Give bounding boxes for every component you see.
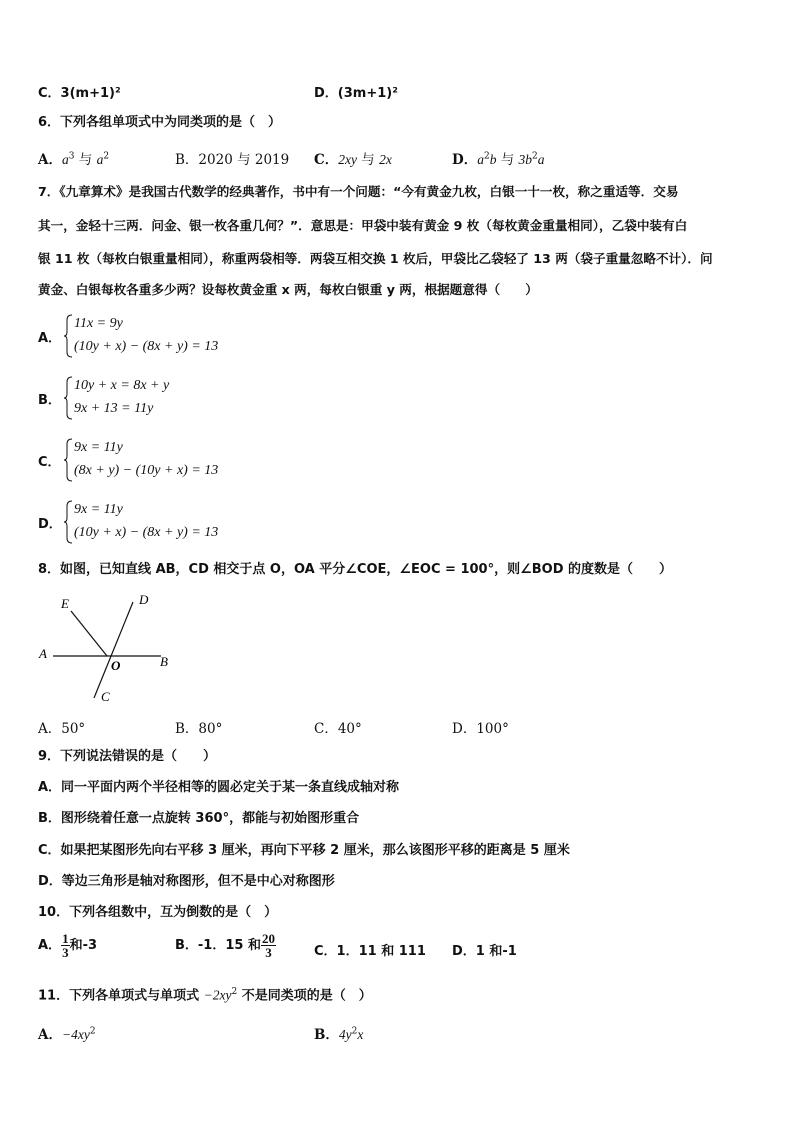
q9-option-c: C．如果把某图形先向右平移 3 厘米，再向下平移 2 厘米，那么该图形平移的距离是 5 厘米 — [38, 843, 570, 858]
line-cd — [94, 602, 133, 698]
label-d: D — [139, 592, 149, 607]
q10-stem: 10．下列各组数中，互为倒数的是（ ） — [38, 905, 278, 920]
brace-icon — [64, 314, 74, 358]
q9-option-a: A．同一平面内两个半径相等的圆必定关于某一条直线成轴对称 — [38, 780, 400, 795]
q11-option-b: B．$4y^2x$ — [314, 1026, 364, 1043]
q6-option-b: B．2020 与 2019 — [175, 152, 290, 168]
brace-icon — [64, 500, 74, 544]
q9-stem: 9．下列说法错误的是（ ） — [38, 749, 217, 764]
q10-option-b: B．-1．15 和 $\frac{20}{3}$ — [175, 931, 275, 960]
q6-option-d: D．$a^2b$ 与 $3b^2a$ — [452, 151, 545, 168]
q6-stem: 6．下列各组单项式中为同类项的是（ ） — [38, 115, 282, 130]
q9-option-b: B．图形绕着任意一点旋转 360°，都能与初始图形重合 — [38, 811, 360, 826]
q8-geometry-figure — [36, 588, 186, 708]
q8-option-c: C．40° — [314, 721, 362, 737]
q10-option-a: A． $\frac{1}{3}$ 和-3 — [38, 931, 98, 960]
q10-option-c: C．1．11 和 111 — [314, 944, 426, 959]
q8-option-d: D．100° — [452, 721, 509, 737]
brace-icon — [64, 438, 74, 482]
q6-option-a: A．$a^3$ 与 $a^2$ — [38, 151, 110, 168]
q8-option-a: A．50° — [38, 721, 86, 737]
label-c: C — [101, 689, 110, 704]
brace-icon — [64, 376, 74, 420]
q7-stem-line-2: 其一，金轻十三两．问金、银一枚各重几何？”．意思是：甲袋中装有黄金 9 枚（每枚黄金重量相同），乙袋中装有白 — [38, 218, 688, 233]
q9-option-d: D．等边三角形是轴对称图形，但不是中心对称图形 — [38, 874, 335, 889]
q7-stem-line-1: 7．《九章算术》是我国古代数学的经典著作，书中有一个问题：“今有黄金九枚，白银一十一枚，称之重适等．交易 — [38, 184, 679, 199]
label-e: E — [61, 596, 69, 611]
label-o: O — [111, 658, 121, 673]
q5-option-d: D．(3m+1)² — [314, 86, 398, 101]
q11-option-a: A．$-4xy^2$ — [38, 1026, 96, 1043]
label-b: B — [160, 654, 168, 669]
label-a: A — [39, 646, 47, 661]
q8-stem: 8．如图，已知直线 AB，CD 相交于点 O，OA 平分∠COE，∠EOC = 100°，则∠BOD 的度数是（ ） — [38, 562, 673, 577]
q11-stem: 11．下列各单项式与单项式 $-2xy^2$ 不是同类项的是（ ） — [38, 987, 372, 1004]
q5-option-c: C．3(m+1)² — [38, 86, 121, 101]
ray-oe — [71, 611, 107, 656]
q7-stem-line-4: 黄金、白银每枚各重多少两？设每枚黄金重 x 两，每枚白银重 y 两，根据题意得（ ） — [38, 282, 538, 297]
q10-option-d: D．1 和-1 — [452, 944, 517, 959]
q8-option-b: B．80° — [175, 721, 223, 737]
q6-option-c: C．2xy 与 2x — [314, 152, 392, 168]
q7-stem-line-3: 银 11 枚（每枚白银重量相同），称重两袋相等．两袋互相交换 1 枚后，甲袋比乙袋轻了 13 两（袋子重量忽略不计）．问 — [38, 251, 713, 266]
